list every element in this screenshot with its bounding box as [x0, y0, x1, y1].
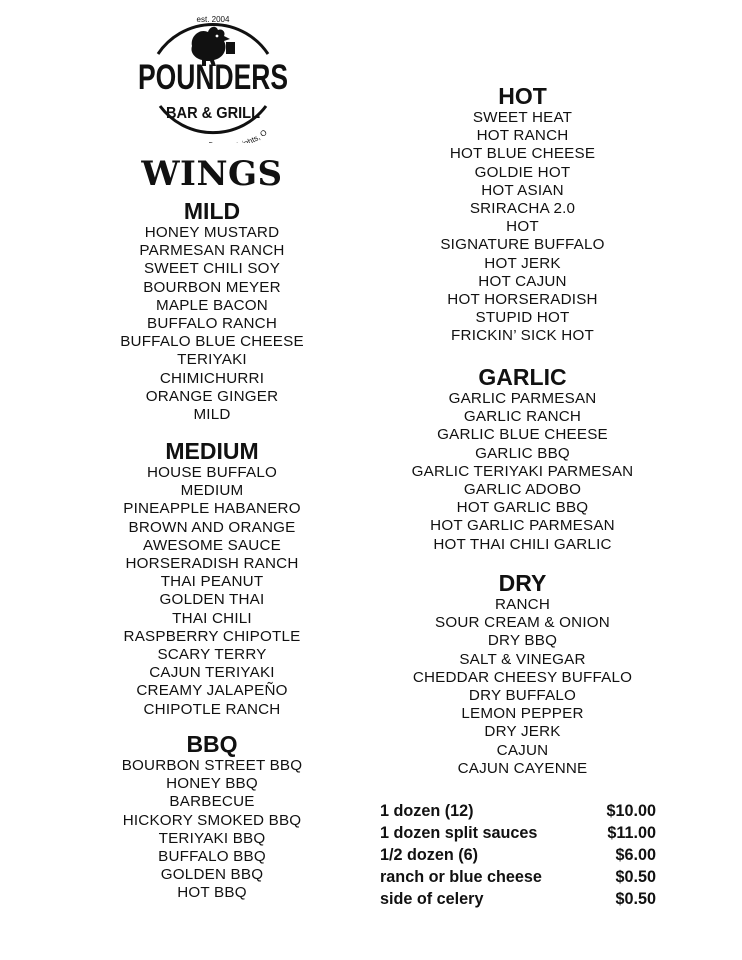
section-heading-garlic: GARLIC: [478, 364, 567, 390]
sauce-item: CHIPOTLE RANCH: [143, 700, 281, 718]
sauce-item: SIGNATURE BUFFALO: [440, 236, 605, 254]
sauce-item: CHEDDAR CHEESY BUFFALO: [412, 668, 633, 686]
sauce-item: DRY BBQ: [487, 632, 558, 650]
section-heading-mild: MILD: [183, 198, 241, 224]
section-heading-dry: DRY: [498, 570, 547, 596]
sauce-item: CAJUN TERIYAKI: [149, 664, 275, 682]
section-mild: [110, 198, 314, 424]
price-row: [380, 800, 656, 822]
sauce-item: HOT ASIAN: [481, 181, 564, 199]
sauce-item: GOLDEN THAI: [159, 591, 265, 609]
sauce-item: LEMON PEPPER: [461, 705, 584, 723]
sauce-item: SRIRACHA 2.0: [469, 200, 576, 218]
sauce-item: BUFFALO BBQ: [158, 848, 266, 866]
section-garlic: [395, 364, 650, 554]
logo-graphic: [134, 8, 292, 143]
sauce-item: SCARY TERRY: [157, 646, 267, 664]
sauce-item: MEDIUM: [180, 482, 244, 500]
sauce-item: HOT HORSERADISH: [447, 291, 598, 309]
sauce-item: DRY BUFFALO: [468, 687, 577, 705]
price-label: ranch or blue cheese: [380, 868, 542, 886]
sauce-list-dry: [395, 596, 650, 778]
sauce-item: SWEET CHILI SOY: [143, 260, 281, 278]
section-hot: [395, 83, 650, 346]
sauce-item: BUFFALO BLUE CHEESE: [120, 333, 304, 351]
sauce-item: BARBECUE: [169, 793, 255, 811]
sauce-item: BROWN AND ORANGE: [128, 518, 296, 536]
sauce-item: HOT CAJUN: [478, 272, 567, 290]
sauce-item: SALT & VINEGAR: [459, 650, 586, 668]
sauce-item: CAJUN CAYENNE: [457, 759, 588, 777]
sauce-item: HOT THAI CHILI GARLIC: [433, 535, 612, 553]
section-heading-bbq: BBQ: [186, 731, 238, 757]
logo-est-text: est. 2004: [196, 15, 230, 24]
price-label: 1 dozen (12): [380, 802, 474, 820]
menu-title: WINGS: [141, 154, 283, 194]
sauce-item: HOT RANCH: [476, 127, 569, 145]
sauce-item: HONEY BBQ: [166, 775, 258, 793]
sauce-item: SWEET HEAT: [472, 109, 573, 126]
price-value: $10.00: [606, 802, 656, 820]
sauce-item: HOT JERK: [484, 254, 561, 272]
section-medium: [110, 438, 314, 719]
sauce-item: DRY JERK: [484, 723, 561, 741]
sauce-item: CAJUN: [496, 741, 549, 759]
sauce-item: TERIYAKI BBQ: [158, 829, 266, 847]
price-label: 1/2 dozen (6): [380, 846, 479, 864]
section-dry: [395, 570, 650, 778]
sauce-item: STUPID HOT: [475, 309, 570, 327]
restaurant-logo: [134, 8, 292, 143]
sauce-list-mild: [110, 224, 314, 424]
sauce-item: HOT GARLIC BBQ: [456, 499, 589, 517]
sauce-item: RANCH: [494, 596, 550, 613]
sauce-item: CREAMY JALAPEÑO: [136, 682, 288, 700]
sauce-item: ORANGE GINGER: [145, 387, 279, 405]
price-label: 1 dozen split sauces: [380, 824, 538, 842]
sauce-item: GOLDIE HOT: [474, 163, 571, 181]
sauce-item: GARLIC BBQ: [475, 444, 570, 462]
sauce-item: GARLIC PARMESAN: [448, 390, 597, 407]
sauce-item: PARMESAN RANCH: [139, 242, 285, 260]
sauce-item: SOUR CREAM & ONION: [435, 614, 610, 632]
logo-location-text: ghts, O: [242, 127, 269, 143]
sauce-item: AWESOME SAUCE: [143, 536, 281, 554]
sauce-item: HORSERADISH RANCH: [125, 555, 299, 573]
sauce-list-garlic: [395, 390, 650, 554]
sauce-list-medium: [110, 464, 314, 719]
sauce-item: TERIYAKI: [177, 351, 247, 369]
sauce-item: THAI CHILI: [172, 609, 252, 627]
sauce-item: HOUSE BUFFALO: [146, 464, 278, 481]
sauce-item: MAPLE BACON: [156, 296, 268, 314]
sauce-item: HICKORY SMOKED BBQ: [122, 811, 302, 829]
price-row: [380, 866, 656, 888]
sauce-item: HOT: [506, 218, 539, 236]
sauce-item: RASPBERRY CHIPOTLE: [123, 627, 301, 645]
sauce-item: BOURBON MEYER: [143, 278, 281, 296]
sauce-item: BUFFALO RANCH: [146, 315, 278, 333]
sauce-item: GARLIC ADOBO: [463, 481, 582, 499]
price-value: $6.00: [615, 846, 656, 864]
sauce-item: HOT BLUE CHEESE: [449, 145, 596, 163]
sauce-item: GOLDEN BBQ: [160, 866, 264, 884]
sauce-list-hot: [395, 109, 650, 346]
price-value: $0.50: [615, 868, 656, 886]
sauce-item: HONEY MUSTARD: [144, 224, 280, 241]
sauce-item: FRICKIN’ SICK HOT: [451, 327, 594, 345]
section-heading-medium: MEDIUM: [165, 438, 259, 464]
sauce-item: GARLIC TERIYAKI PARMESAN: [411, 462, 634, 480]
sauce-item: GARLIC RANCH: [463, 408, 582, 426]
price-row: [380, 888, 656, 910]
price-label: side of celery: [380, 890, 484, 908]
section-bbq: [110, 731, 314, 903]
logo-sub-text: BAR & GRILL: [166, 105, 261, 122]
sauce-item: HOT GARLIC PARMESAN: [430, 517, 615, 535]
price-list: [380, 800, 656, 910]
sauce-item: HOT BBQ: [177, 884, 247, 902]
sauce-item: BOURBON STREET BBQ: [121, 757, 303, 774]
sauce-list-bbq: [110, 757, 314, 903]
section-heading-hot: HOT: [498, 83, 547, 109]
price-row: [380, 844, 656, 866]
sauce-item: MILD: [193, 406, 231, 424]
price-row: [380, 822, 656, 844]
sauce-item: PINEAPPLE HABANERO: [123, 500, 301, 518]
price-value: $11.00: [607, 824, 656, 842]
sauce-item: THAI PEANUT: [160, 573, 264, 591]
logo-name-text: POUNDERS: [138, 58, 288, 97]
price-value: $0.50: [615, 890, 656, 908]
sauce-item: GARLIC BLUE CHEESE: [437, 426, 608, 444]
sauce-item: CHIMICHURRI: [159, 369, 265, 387]
